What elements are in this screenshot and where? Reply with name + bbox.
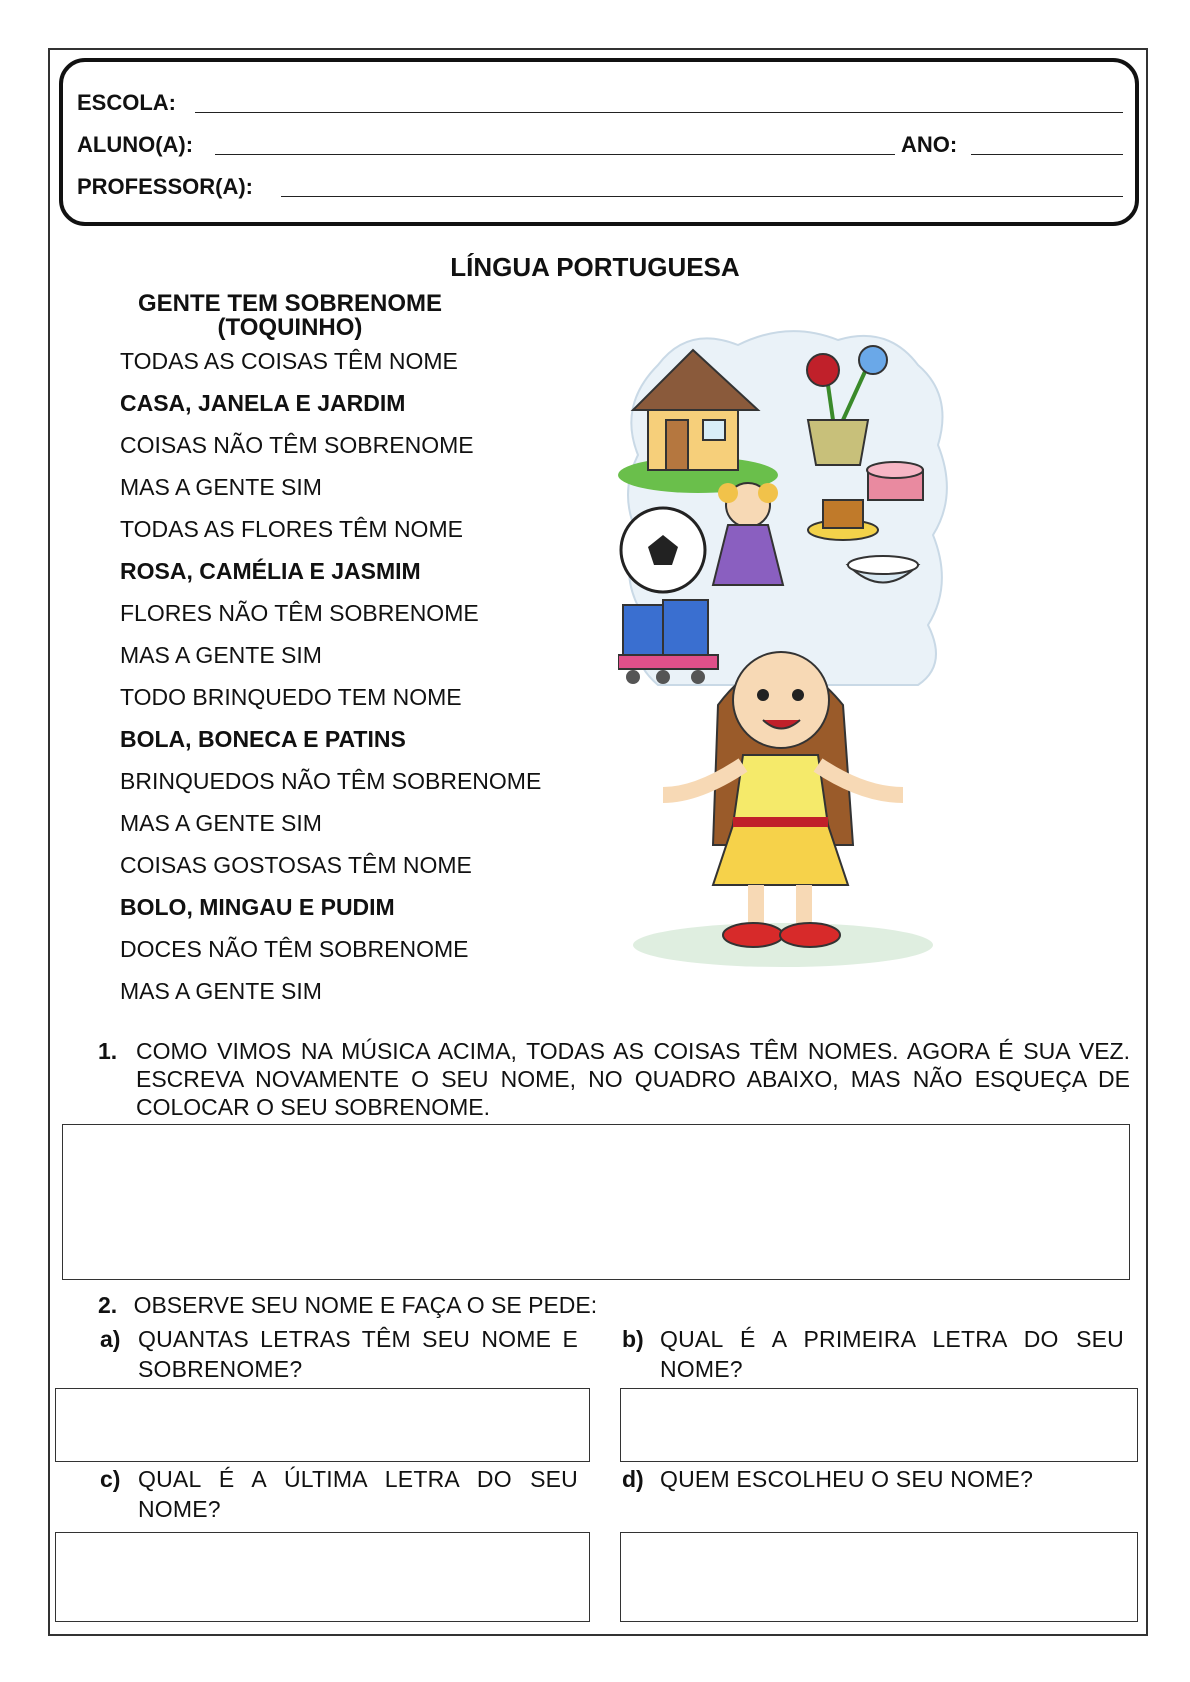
soccer-ball-icon	[621, 508, 705, 592]
answer-box-c[interactable]	[55, 1532, 590, 1622]
student-field[interactable]	[215, 154, 895, 155]
lyric-line: ROSA, CAMÉLIA E JASMIM	[120, 558, 421, 584]
illustration	[618, 325, 958, 985]
lyric-line: CASA, JANELA E JARDIM	[120, 390, 406, 416]
question-2	[98, 1292, 597, 1319]
cake-icon	[867, 462, 923, 500]
song-name: GENTE TEM SOBRENOME	[137, 290, 443, 317]
question-1-number: 1.	[98, 1038, 118, 1064]
question-1	[98, 1037, 1130, 1121]
lyric-line: MAS A GENTE SIM	[120, 474, 322, 500]
lyric-line: TODAS AS FLORES TÊM NOME	[120, 516, 463, 542]
lyric-line: BOLA, BONECA E PATINS	[120, 726, 406, 752]
question-2b-text: QUAL É A PRIMEIRA LETRA DO SEU NOME?	[660, 1326, 1124, 1382]
year-field[interactable]	[971, 154, 1123, 155]
lyric-line: COISAS GOSTOSAS TÊM NOME	[120, 852, 472, 878]
question-1-text: COMO VIMOS NA MÚSICA ACIMA, TODAS AS COISAS TÊM NOMES. AGORA É SUA VEZ. ESCREVA NOVAMENTE O SEU NOME, NO QUADRO ABAIXO, MAS NÃO ESQUEÇA DE COLOCAR O SEU SOBRENOME.	[136, 1038, 1130, 1120]
question-2a-label: a)	[100, 1326, 121, 1352]
lyric-line: BRINQUEDOS NÃO TÊM SOBRENOME	[120, 768, 542, 794]
school-field[interactable]	[195, 112, 1123, 113]
question-2d-text: QUEM ESCOLHEU O SEU NOME?	[660, 1466, 1034, 1492]
question-2d-label: d)	[622, 1466, 644, 1492]
girl-icon	[633, 652, 933, 967]
student-label: ALUNO(A):	[77, 132, 194, 157]
answer-box-name[interactable]	[62, 1124, 1130, 1280]
answer-box-b[interactable]	[620, 1388, 1138, 1462]
question-2b-label: b)	[622, 1326, 644, 1352]
lyric-line: MAS A GENTE SIM	[120, 978, 322, 1004]
question-2b	[622, 1324, 1124, 1384]
question-2c-label: c)	[100, 1466, 121, 1492]
song-author: (TOQUINHO)	[217, 314, 363, 341]
question-2a	[100, 1324, 578, 1384]
answer-box-d[interactable]	[620, 1532, 1138, 1622]
lyric-line: BOLO, MINGAU E PUDIM	[120, 894, 395, 920]
lyric-line: TODO BRINQUEDO TEM NOME	[120, 684, 462, 710]
lyric-line: TODAS AS COISAS TÊM NOME	[120, 348, 458, 374]
teacher-label: PROFESSOR(A):	[77, 174, 253, 199]
question-2-number: 2.	[98, 1292, 118, 1318]
lyric-line: COISAS NÃO TÊM SOBRENOME	[120, 432, 474, 458]
question-2a-text: QUANTAS LETRAS TÊM SEU NOME E SOBRENOME?	[138, 1326, 578, 1382]
student-info-header	[59, 58, 1139, 226]
teacher-field[interactable]	[281, 196, 1123, 197]
lyric-line: DOCES NÃO TÊM SOBRENOME	[120, 936, 469, 962]
question-2-text: OBSERVE SEU NOME E FAÇA O SE PEDE:	[133, 1292, 598, 1318]
year-label: ANO:	[901, 132, 958, 157]
school-label: ESCOLA:	[77, 90, 176, 115]
song-title	[110, 292, 470, 340]
question-2c-text: QUAL É A ÚLTIMA LETRA DO SEU NOME?	[138, 1466, 578, 1522]
lyric-line: MAS A GENTE SIM	[120, 642, 322, 668]
lyric-line: FLORES NÃO TÊM SOBRENOME	[120, 600, 479, 626]
lyric-line: MAS A GENTE SIM	[120, 810, 322, 836]
subject-title: LÍNGUA PORTUGUESA	[450, 252, 740, 282]
answer-box-a[interactable]	[55, 1388, 590, 1462]
question-2c	[100, 1464, 578, 1524]
question-2d	[622, 1464, 1124, 1494]
